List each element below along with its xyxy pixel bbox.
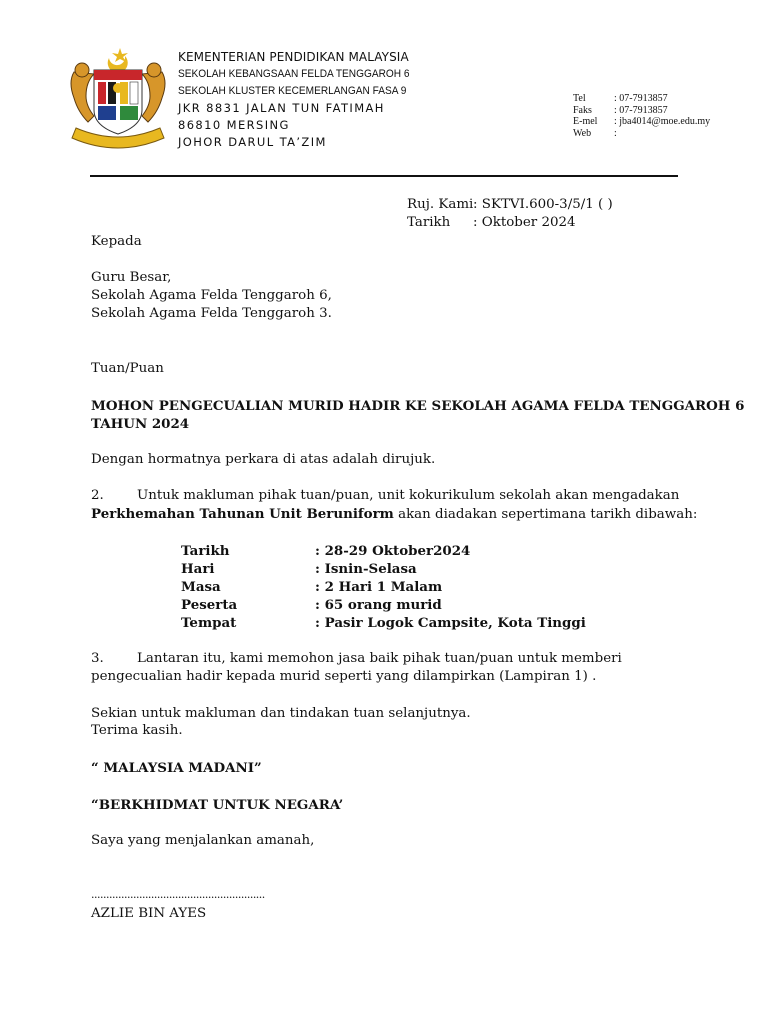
paragraph-2-number: 2. [91, 488, 104, 503]
reference-block [407, 196, 613, 232]
contact-email [573, 116, 710, 128]
paragraph-1: Dengan hormatnya perkara di atas adalah dirujuk. [91, 452, 436, 467]
address-line-3: JOHOR DARUL TA’ZIM [178, 135, 327, 149]
contact-web [573, 128, 710, 140]
malaysia-coat-of-arms-icon [62, 44, 174, 152]
contact-fax [573, 105, 710, 117]
signature-line: .......................................................... [91, 888, 265, 901]
detail-label: Tarikh [181, 543, 230, 559]
paragraph-2-line-2 [91, 505, 697, 524]
detail-value: : 28-29 Oktober2024 [315, 543, 471, 559]
detail-value: : Pasir Logok Campsite, Kota Tinggi [315, 615, 586, 631]
event-details [181, 542, 586, 632]
contact-value: : [614, 127, 617, 139]
contact-label: Faks [573, 104, 592, 116]
detail-value: : 65 orang murid [315, 597, 442, 613]
school-name: SEKOLAH KEBANGSAAN FELDA TENGGAROH 6 [178, 68, 410, 80]
subject-line-2: TAHUN 2024 [91, 416, 190, 432]
contact-tel [573, 93, 710, 105]
address-line-1: JKR 8831 JALAN TUN FATIMAH [178, 101, 385, 115]
recipient-line: Guru Besar, [91, 270, 172, 285]
detail-row-day [181, 560, 586, 578]
detail-label: Peserta [181, 597, 238, 613]
camp-name: Perkhemahan Tahunan Unit Beruniform [91, 506, 394, 522]
detail-row-date [181, 542, 586, 560]
slogan-berkhidmat: “BERKHIDMAT UNTUK NEGARA’ [91, 797, 344, 813]
salutation: Tuan/Puan [91, 361, 164, 376]
paragraph-3-number: 3. [91, 651, 104, 666]
reference-ruj [407, 196, 613, 214]
detail-label: Hari [181, 561, 215, 577]
detail-row-venue [181, 614, 586, 632]
paragraph-3-line-2: pengecualian hadir kepada murid seperti yang dilampirkan (Lampiran 1) . [91, 669, 597, 684]
recipient-line: Sekolah Agama Felda Tenggaroh 3. [91, 306, 332, 321]
signatory-name: AZLIE BIN AYES [91, 906, 207, 921]
contact-label: Web [573, 127, 592, 139]
school-cluster: SEKOLAH KLUSTER KECEMERLANGAN FASA 9 [178, 85, 407, 97]
paragraph-2-rest: akan diadakan sepertimana tarikh dibawah: [393, 507, 698, 522]
contact-label: E-mel [573, 116, 598, 127]
date-value: : Oktober 2024 [473, 215, 576, 230]
signature-trust: Saya yang menjalankan amanah, [91, 833, 315, 848]
subject-line-1: MOHON PENGECUALIAN MURID HADIR KE SEKOLAH AGAMA FELDA TENGGAROH 6 [91, 398, 745, 414]
detail-value: : 2 Hari 1 Malam [315, 579, 443, 595]
recipient-label: Kepada [91, 234, 142, 249]
contact-value: : 07-7913857 [614, 104, 668, 116]
contact-value: : jba4014@moe.edu.my [614, 116, 711, 127]
address-line-2: 86810 MERSING [178, 118, 290, 132]
detail-row-duration [181, 578, 586, 596]
paragraph-2-line-1: Untuk makluman pihak tuan/puan, unit kokurikulum sekolah akan mengadakan [137, 488, 680, 503]
contact-value: : 07-7913857 [614, 93, 668, 104]
contact-block [573, 93, 710, 139]
ruj-label: Ruj. Kami [407, 197, 474, 212]
school-identity [178, 49, 430, 151]
reference-date [407, 214, 613, 232]
closing-line-2: Terima kasih. [91, 723, 183, 738]
paragraph-3-line-1: Lantaran itu, kami memohon jasa baik pihak tuan/puan untuk memberi [137, 651, 622, 666]
ministry-name: KEMENTERIAN PENDIDIKAN MALAYSIA [178, 50, 409, 64]
closing-line-1: Sekian untuk makluman dan tindakan tuan selanjutnya. [91, 706, 471, 721]
detail-value: : Isnin-Selasa [315, 561, 417, 577]
recipient-line: Sekolah Agama Felda Tenggaroh 6, [91, 288, 332, 303]
contact-label: Tel [573, 93, 586, 104]
detail-label: Tempat [181, 615, 237, 631]
letterhead [0, 0, 768, 180]
ruj-value: : SKTVI.600-3/5/1 ( ) [473, 197, 613, 212]
slogan-madani: “ MALAYSIA MADANI” [91, 760, 262, 776]
detail-label: Masa [181, 579, 221, 595]
detail-row-participants [181, 596, 586, 614]
date-label: Tarikh [407, 215, 451, 230]
header-divider [90, 175, 678, 177]
